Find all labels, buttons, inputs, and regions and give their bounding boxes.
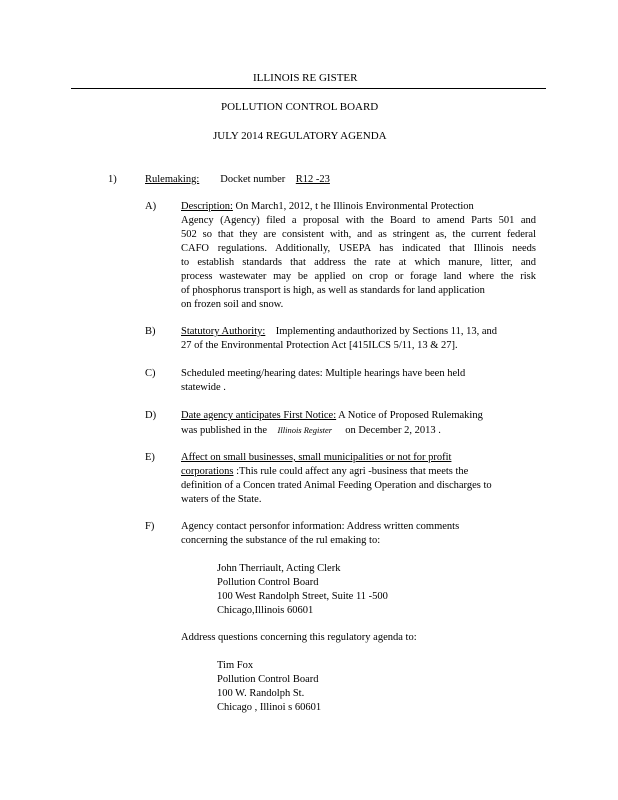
section-a-line-5: to establish standards that address the rate at which manure, litter, and xyxy=(181,257,536,268)
section-f-line-1: Agency contact personfor information: Address written comments xyxy=(181,521,460,532)
section-a-line-8: on frozen soil and snow. xyxy=(181,299,284,310)
section-e-line-3: definition of a Concen trated Animal Feeding Operation and discharges to xyxy=(181,480,492,491)
section-b-line-2: 27 of the Environmental Protection Act [415ILCS 5/11, 13 & 27]. xyxy=(181,340,458,351)
rulemaking-label: Rulemaking: xyxy=(145,174,200,185)
corporations-heading: corporations xyxy=(181,466,234,477)
section-d-letter: D) xyxy=(145,410,157,421)
address-questions-line: Address questions concerning this regulatory agenda to: xyxy=(181,632,417,643)
first-notice-heading: Date agency anticipates First Notice: xyxy=(181,410,337,421)
section-f-line-2: concerning the substance of the rul emaking to: xyxy=(181,535,381,546)
section-a-letter: A) xyxy=(145,201,157,212)
contact1-city: Chicago,Illinois 60601 xyxy=(217,605,314,616)
section-a-line-1 xyxy=(181,200,536,214)
publication-date: on December 2, 2013 . xyxy=(345,425,441,436)
contact2-name: Tim Fox xyxy=(217,660,254,671)
header-rule xyxy=(71,88,546,89)
section-c-line-1: Scheduled meeting/hearing dates: Multiple hearings have been held xyxy=(181,368,466,379)
section-e-line-2 xyxy=(181,465,468,479)
contact1-name: John Therriault, Acting Clerk xyxy=(217,563,341,574)
statutory-authority-heading: Statutory Authority: xyxy=(181,326,266,337)
section-e-line-4: waters of the State. xyxy=(181,494,262,505)
register-title: ILLINOIS RE GISTER xyxy=(253,72,358,84)
section-d-line-1 xyxy=(181,409,483,423)
contact2-org: Pollution Control Board xyxy=(217,674,319,685)
section-a-line-4: CAFO regulations. Additionally, USEPA has indicated that Illinois needs xyxy=(181,243,536,254)
illinois-register-italic: Illinois Register xyxy=(277,425,333,435)
section-e-letter: E) xyxy=(145,452,155,463)
published-text: was published in the xyxy=(181,425,268,436)
first-notice-text: A Notice of Proposed Rulemaking xyxy=(338,410,483,421)
section-c-line-2: statewide . xyxy=(181,382,226,393)
section-d-line-2 xyxy=(181,423,441,438)
section-f-letter: F) xyxy=(145,521,155,532)
item-number: 1) xyxy=(108,174,117,185)
docket-label: Docket number xyxy=(220,174,286,185)
contact2-city: Chicago , Illinoi s 60601 xyxy=(217,702,322,713)
agenda-title: JULY 2014 REGULATORY AGENDA xyxy=(213,130,387,142)
section-b-letter: B) xyxy=(145,326,156,337)
contact1-street: 100 West Randolph Street, Suite 11 -500 xyxy=(217,591,388,602)
board-title: POLLUTION CONTROL BOARD xyxy=(221,101,379,113)
statutory-authority-text: Implementing andauthorized by Sections 11, 13, and xyxy=(275,326,498,337)
contact1-org: Pollution Control Board xyxy=(217,577,319,588)
contact2-street: 100 W. Randolph St. xyxy=(217,688,305,699)
small-business-text: :This rule could affect any agri -business that meets the xyxy=(236,466,469,477)
small-business-heading: Affect on small businesses, small municipalities or not for profit xyxy=(181,452,452,463)
rulemaking-line xyxy=(145,173,330,187)
section-a-line-7: of phosphorus transport is high, as well as standards for land application xyxy=(181,285,485,296)
section-a-line-2: Agency (Agency) filed a proposal with the Board to amend Parts 501 and xyxy=(181,215,536,226)
description-heading: Description: xyxy=(181,201,233,212)
section-c-letter: C) xyxy=(145,368,156,379)
description-text: On March1, 2012, t he Illinois Environmental Protection xyxy=(235,201,474,212)
section-a-line-6: process wastewater may be applied on crop or forage land where the risk xyxy=(181,271,536,282)
docket-number: R12 -23 xyxy=(295,174,330,185)
section-a-line-3: 502 so that they are consistent with, and as stringent as, the current federal xyxy=(181,229,536,240)
section-b-line-1 xyxy=(181,325,536,339)
